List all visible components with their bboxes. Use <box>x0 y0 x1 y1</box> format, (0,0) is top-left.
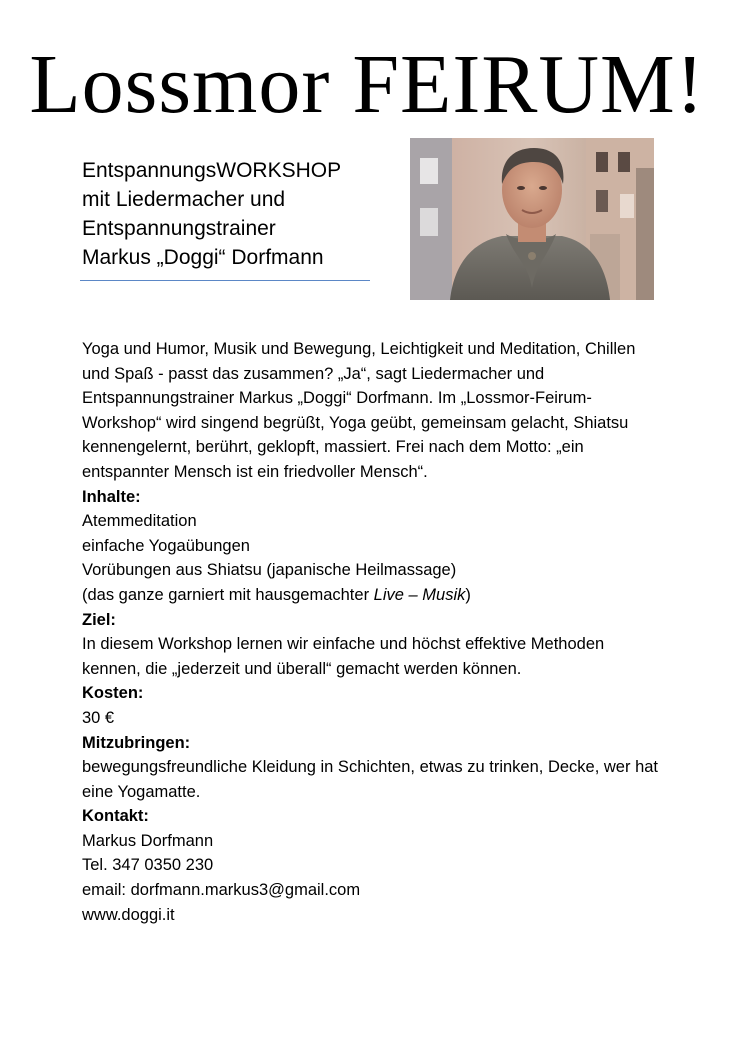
intro-paragraph: Yoga und Humor, Musik und Bewegung, Leichtigkeit und Meditation, Chillen und Spaß - passt das zusammen? „Ja“, sagt Liedermacher und Entspannungstrainer Markus „Doggi“ Dorfmann. Im „Lossmor-Feirum-Workshop“ wird singend begrüßt, Yoga geübt, gemeinsam gelacht, Shiatsu kennengelernt, berührt, geklopft, massiert. Frei nach dem Motto: „ein entspannter Mensch ist ein friedvoller Mensch“. <box>82 340 636 481</box>
contact-website: www.doggi.it <box>82 905 175 924</box>
subheading-underline <box>80 280 370 281</box>
contact-phone: Tel. 347 0350 230 <box>82 856 214 875</box>
garnish-italic: Live – Musik <box>373 585 466 604</box>
garnish-post: ) <box>465 585 471 604</box>
subheading-line: EntspannungsWORKSHOP <box>82 159 342 182</box>
list-item: einfache Yogaübungen <box>82 536 250 555</box>
ziel-text: In diesem Workshop lernen wir einfache und höchst effektive Methoden kennen, die „jederzeit und überall“ gemacht werden können. <box>82 635 605 678</box>
portrait-photo <box>410 138 654 300</box>
garnish-line <box>82 583 662 608</box>
section-heading-mitzubringen: Mitzubringen: <box>82 733 191 752</box>
section-heading-kosten: Kosten: <box>82 684 144 703</box>
page-title: Lossmor FEIRUM! <box>29 38 705 131</box>
subheading-line: mit Liedermacher und <box>82 188 286 211</box>
workshop-description <box>82 337 662 927</box>
mitzubringen-text: bewegungsfreundliche Kleidung in Schichten, etwas zu trinken, Decke, wer hat eine Yogamatte. <box>82 758 659 801</box>
garnish-pre: (das ganze garniert mit hausgemachter <box>82 585 374 604</box>
section-heading-inhalte: Inhalte: <box>82 487 141 506</box>
subheading-line: Markus „Doggi“ Dorfmann <box>82 246 324 269</box>
section-heading-ziel: Ziel: <box>82 610 116 629</box>
section-heading-kontakt: Kontakt: <box>82 807 149 826</box>
list-item: Vorübungen aus Shiatsu (japanische Heilmassage) <box>82 561 457 580</box>
workshop-subheading <box>82 156 370 272</box>
list-item: Atemmeditation <box>82 512 197 531</box>
contact-email: email: dorfmann.markus3@gmail.com <box>82 881 361 900</box>
contact-name: Markus Dorfmann <box>82 831 214 850</box>
subheading-line: Entspannungstrainer <box>82 217 276 240</box>
kosten-value: 30 € <box>82 708 115 727</box>
